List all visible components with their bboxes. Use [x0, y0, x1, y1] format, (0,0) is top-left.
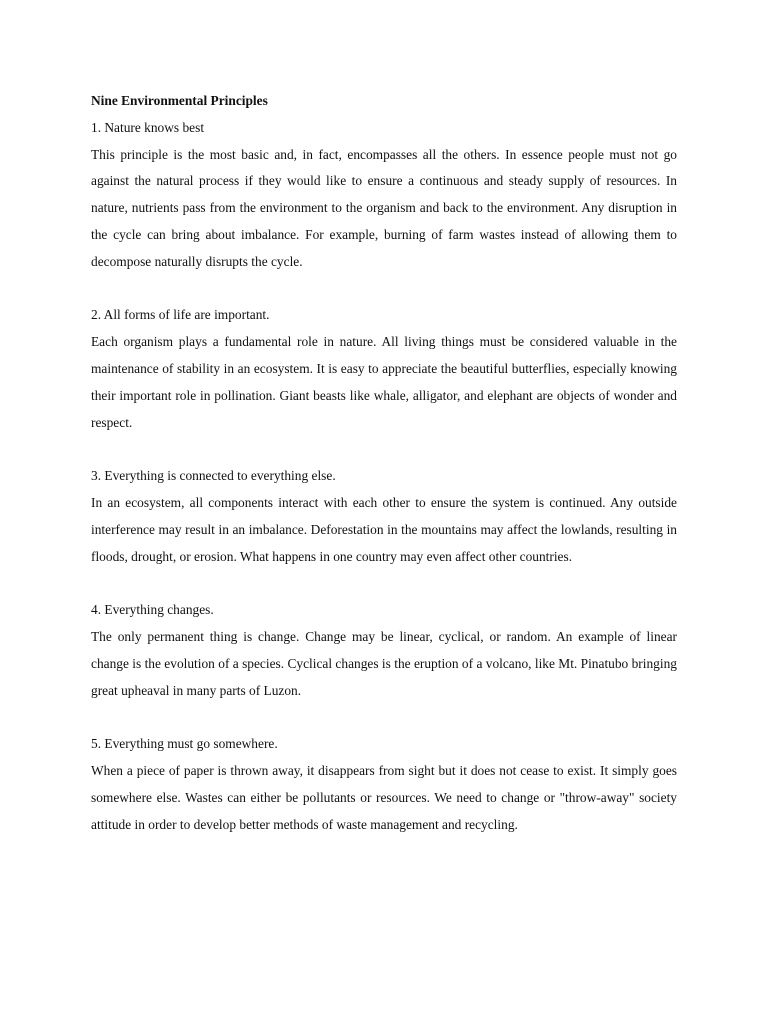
section-body-2: Each organism plays a fundamental role in nature. All living things must be considered valuable in the maintenance of stability in an ecosystem. It is easy to appreciate the beautiful butterflies, especially knowing their important role in pollination. Giant beasts like whale, alligator, and elephant are objects of wonder and respect.	[91, 334, 677, 430]
section-heading-4: 4. Everything changes.	[91, 602, 214, 618]
section-body-1: This principle is the most basic and, in fact, encompasses all the others. In essence people must not go against the natural process if they would like to ensure a continuous and steady supply of resources. In nature, nutrients pass from the environment to the organism and back to the environment. Any disruption in the cycle can bring about imbalance. For example, burning of farm wastes instead of allowing them to decompose naturally disrupts the cycle.	[91, 146, 677, 269]
section-1	[91, 142, 677, 276]
section-3	[91, 463, 677, 570]
document-title: Nine Environmental Principles	[91, 93, 268, 108]
section-body-5: When a piece of paper is thrown away, it disappears from sight but it does not cease to exist. It simply goes somewhere else. Wastes can either be pollutants or resources. We need to change or "throw-away" society attitude in order to develop better methods of waste management and recycling.	[91, 762, 677, 832]
section-heading-2: 2. All forms of life are important.	[91, 307, 270, 323]
section-heading-1: 1. Nature knows best	[91, 119, 205, 135]
section-heading-5: 5. Everything must go somewhere.	[91, 736, 278, 752]
section-body-3: In an ecosystem, all components interact with each other to ensure the system is continued. Any outside interference may result in an imbalance. Deforestation in the mountains may affect the lowlands, resulting in floods, drought, or erosion. What happens in one country may even affect other countries.	[91, 494, 677, 564]
document-page	[91, 88, 677, 838]
section-heading-3: 3. Everything is connected to everything else.	[91, 468, 336, 484]
section-5	[91, 731, 677, 838]
section-body-4: The only permanent thing is change. Change may be linear, cyclical, or random. An example of linear change is the evolution of a species. Cyclical changes is the eruption of a volcano, like Mt. Pinatubo bringing great upheaval in many parts of Luzon.	[91, 628, 677, 698]
section-4	[91, 597, 677, 704]
section-2	[91, 302, 677, 436]
